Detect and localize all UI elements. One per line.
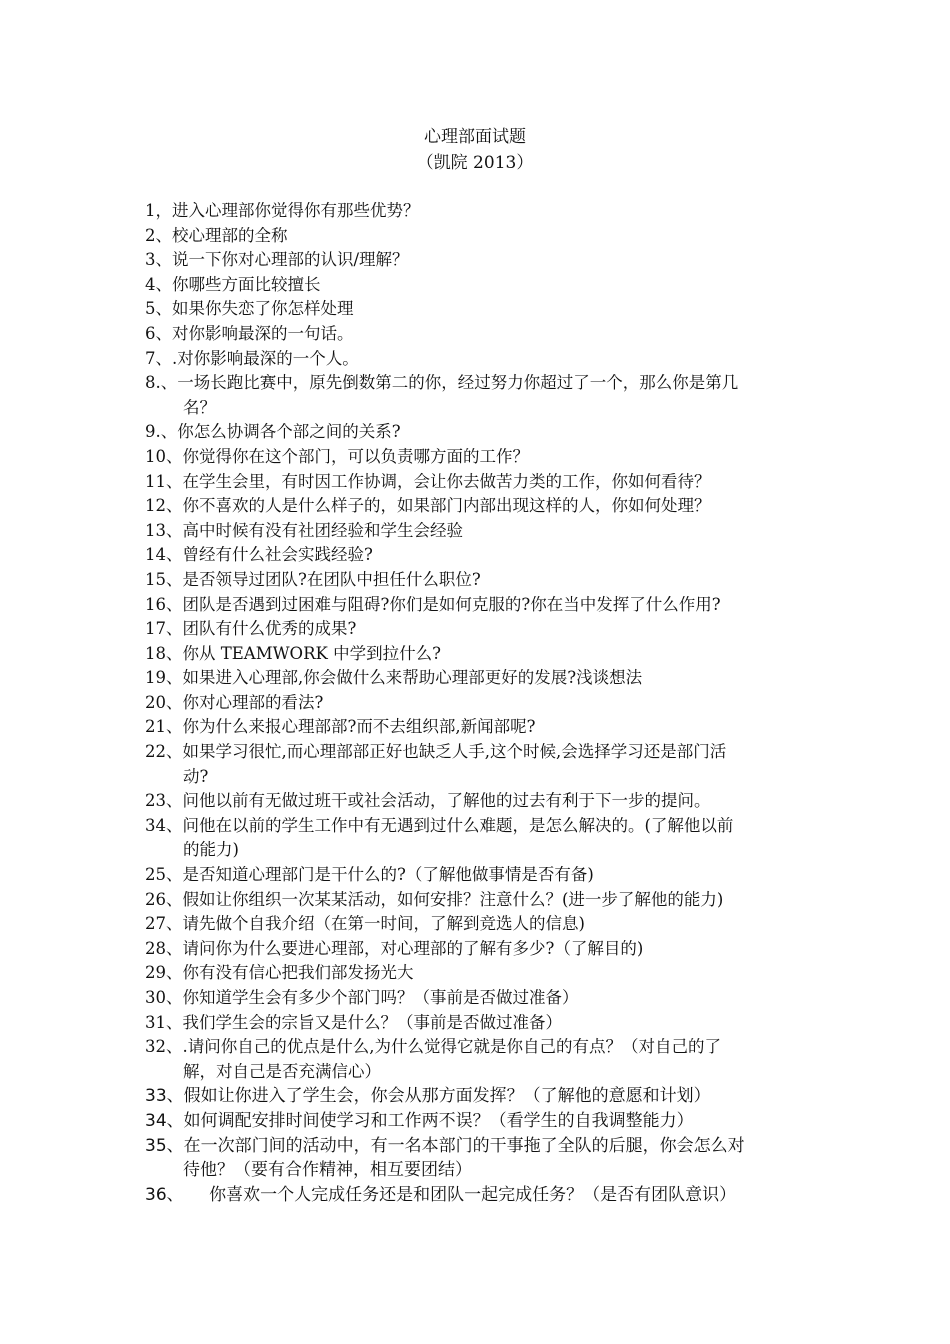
question-text: 33、假如让你进入了学生会，你会从那方面发挥？（了解他的意愿和计划） bbox=[145, 1086, 711, 1107]
question-text: 6、对你影响最深的一句话。 bbox=[145, 323, 354, 343]
question-text: 8.、一场长跑比赛中，原先倒数第二的你，经过努力你超过了一个，那么你是第几 bbox=[145, 373, 739, 393]
question-item bbox=[145, 986, 815, 1011]
question-item bbox=[145, 371, 815, 420]
question-text: 35、在一次部门间的活动中，有一名本部门的干事拖了全队的后腿，你会怎么对 bbox=[145, 1135, 745, 1156]
question-item bbox=[145, 961, 815, 986]
question-text: 15、是否领导过团队?在团队中担任什么职位? bbox=[145, 569, 481, 589]
question-text: 16、团队是否遇到过困难与阻碍?你们是如何克服的?你在当中发挥了什么作用? bbox=[145, 594, 721, 614]
question-item bbox=[145, 199, 815, 224]
question-text: 17、团队有什么优秀的成果? bbox=[145, 619, 357, 639]
question-text: 34、如何调配安排时间使学习和工作两不误？（看学生的自我调整能力） bbox=[145, 1110, 694, 1131]
question-item bbox=[145, 1109, 815, 1134]
question-item bbox=[145, 224, 815, 249]
question-item bbox=[145, 1183, 815, 1208]
question-item bbox=[145, 912, 815, 937]
question-text: 1，进入心理部你觉得你有那些优势？ bbox=[145, 201, 420, 220]
question-text: 2、校心理部的全称 bbox=[145, 225, 288, 245]
question-item bbox=[145, 420, 815, 445]
question-item bbox=[145, 937, 815, 962]
question-text-continuation: 待他？（要有合作精神，相互要团结） bbox=[183, 1160, 472, 1181]
question-item bbox=[145, 814, 815, 863]
question-text-continuation: 解，对自己是否充满信心） bbox=[183, 1061, 381, 1081]
question-text: 27、请先做个自我介绍（在第一时间，了解到竞选人的信息) bbox=[145, 914, 585, 934]
question-text: 11、在学生会里，有时因工作协调，会让你去做苦力类的工作，你如何看待？ bbox=[145, 471, 711, 491]
question-text: 32、.请问你自己的优点是什么,为什么觉得它就是你自己的有点？（对自己的了 bbox=[145, 1037, 721, 1057]
question-item bbox=[145, 1035, 815, 1084]
question-text: 5、如果你失恋了你怎样处理 bbox=[145, 299, 354, 319]
document-subtitle: （凯院 2013） bbox=[416, 153, 534, 173]
question-text: 30、你知道学生会有多少个部门吗？（事前是否做过准备） bbox=[145, 988, 579, 1007]
question-text-continuation: 动? bbox=[183, 766, 209, 786]
question-item bbox=[145, 519, 815, 544]
document-title: 心理部面试题 bbox=[424, 127, 526, 147]
question-text: 36、 你喜欢一个人完成任务还是和团队一起完成任务？（是否有团队意识） bbox=[145, 1184, 737, 1205]
question-text: 9.、你怎么协调各个部之间的关系? bbox=[145, 422, 401, 442]
question-text: 21、你为什么来报心理部部?而不去组织部,新闻部呢? bbox=[145, 717, 536, 737]
question-item bbox=[145, 568, 815, 593]
question-item bbox=[145, 593, 815, 618]
question-item bbox=[145, 494, 815, 519]
question-text: 14、曾经有什么社会实践经验? bbox=[145, 545, 373, 565]
question-item bbox=[145, 740, 815, 789]
question-text: 10、你觉得你在这个部门，可以负责哪方面的工作？ bbox=[145, 446, 529, 466]
question-text: 28、请问你为什么要进心理部，对心理部的了解有多少?（了解目的) bbox=[145, 938, 644, 958]
question-item bbox=[145, 543, 815, 568]
question-text: 25、是否知道心理部门是干什么的?（了解他做事情是否有备) bbox=[145, 865, 594, 885]
question-item bbox=[145, 322, 815, 347]
question-item bbox=[145, 715, 815, 740]
question-text: 31、我们学生会的宗旨又是什么？（事前是否做过准备） bbox=[145, 1012, 562, 1032]
question-text: 13、高中时候有没有社团经验和学生会经验 bbox=[145, 520, 463, 540]
question-text: 22、如果学习很忙,而心理部部正好也缺乏人手,这个时候,会选择学习还是部门活 bbox=[145, 742, 727, 762]
question-item bbox=[145, 1084, 815, 1109]
question-text: 3、说一下你对心理部的认识/理解？ bbox=[145, 250, 409, 270]
question-text: 34、问他在以前的学生工作中有无遇到过什么难题，是怎么解决的。(了解他以前 bbox=[145, 815, 734, 835]
question-item bbox=[145, 863, 815, 888]
question-item bbox=[145, 297, 815, 322]
question-text: 4、你哪些方面比较擅长 bbox=[145, 274, 321, 294]
question-item bbox=[145, 789, 815, 814]
question-item bbox=[145, 347, 815, 372]
question-text: 23、问他以前有无做过班干或社会活动，了解他的过去有利于下一步的提问。 bbox=[145, 791, 711, 811]
question-text: 12、你不喜欢的人是什么样子的，如果部门内部出现这样的人，你如何处理？ bbox=[145, 496, 711, 516]
question-item bbox=[145, 1134, 815, 1183]
question-item bbox=[145, 470, 815, 495]
question-item bbox=[145, 1011, 815, 1036]
question-text-continuation: 的能力) bbox=[183, 840, 239, 860]
question-item bbox=[145, 617, 815, 642]
question-item bbox=[145, 273, 815, 298]
question-item bbox=[145, 888, 815, 913]
question-text: 18、你从 TEAMWORK 中学到拉什么? bbox=[145, 643, 441, 663]
question-item bbox=[145, 642, 815, 667]
question-text-continuation: 名？ bbox=[183, 397, 216, 417]
question-item bbox=[145, 445, 815, 470]
question-item bbox=[145, 691, 815, 716]
question-text: 19、如果进入心理部,你会做什么来帮助心理部更好的发展?浅谈想法 bbox=[145, 668, 643, 688]
question-list bbox=[145, 199, 815, 1207]
question-item bbox=[145, 666, 815, 691]
question-text: 7、.对你影响最深的一个人。 bbox=[145, 348, 359, 368]
question-text: 29、你有没有信心把我们部发扬光大 bbox=[145, 963, 414, 983]
question-text: 20、你对心理部的看法? bbox=[145, 692, 324, 712]
question-text: 26、假如让你组织一次某某活动，如何安排？注意什么？(进一步了解他的能力) bbox=[145, 889, 724, 909]
question-item bbox=[145, 248, 815, 273]
